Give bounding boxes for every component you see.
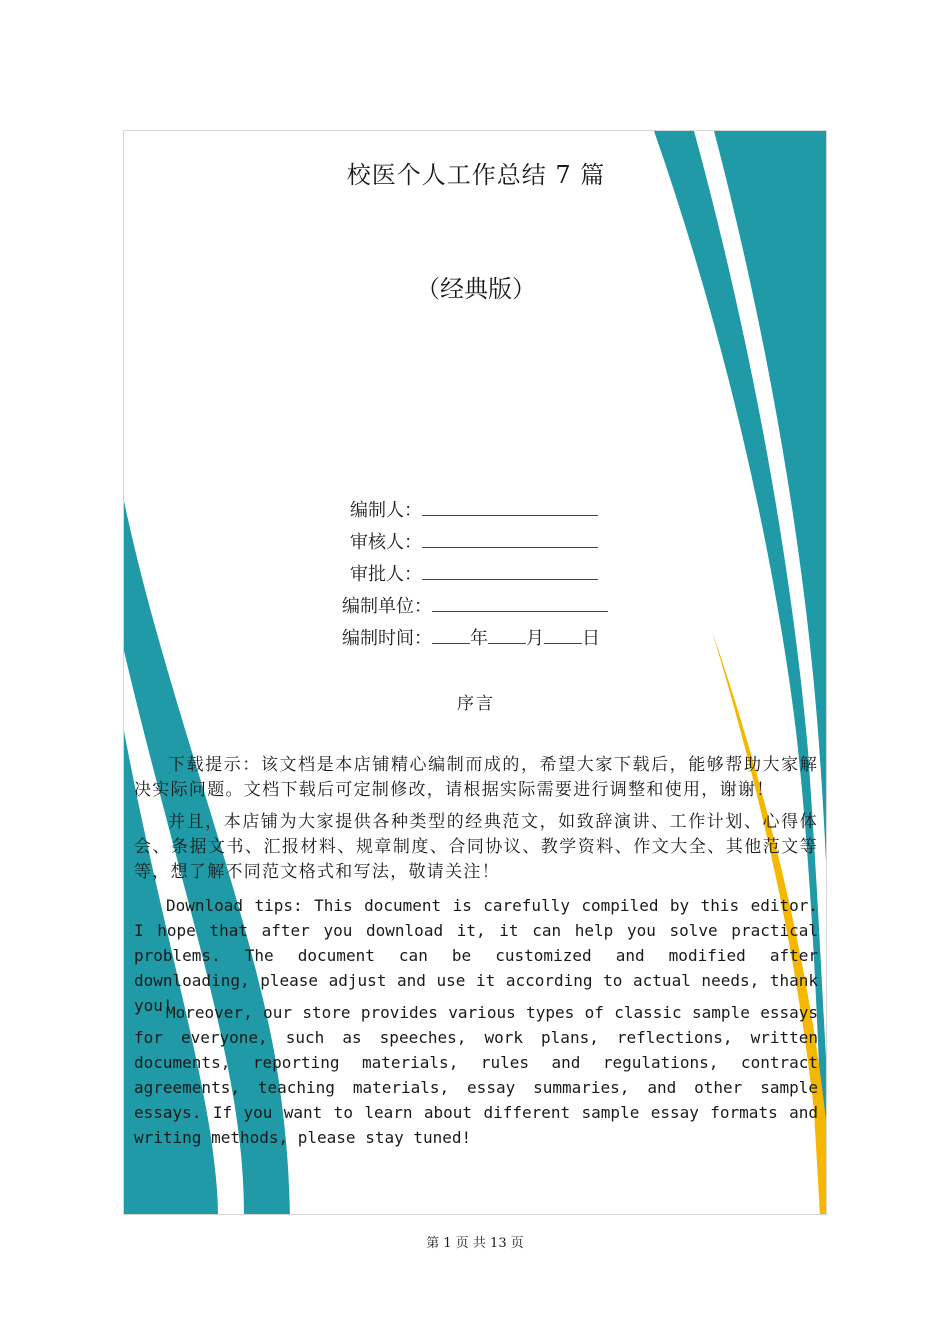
document-title: 校医个人工作总结 7 篇	[346, 161, 606, 189]
year-blank[interactable]	[432, 627, 470, 644]
blank-line[interactable]	[422, 531, 598, 548]
paragraph-store-note-cn: 并且，本店铺为大家提供各种类型的经典范文，如致辞演讲、工作计划、心得体会、条据文书、汇报材料、规章制度、合同协议、教学资料、作文大全、其他范文等等，想了解不同范文格式和写法，敬请关注！	[134, 812, 818, 882]
blank-line[interactable]	[422, 563, 598, 580]
paragraph-download-tip-cn: 下载提示：该文档是本店铺精心编制而成的，希望大家下载后，能够帮助大家解决实际问题。文档下载后可定制修改，请根据实际需要进行调整和使用，谢谢！	[134, 755, 818, 800]
day-blank[interactable]	[544, 627, 582, 644]
field-approver	[350, 560, 598, 586]
blank-line[interactable]	[422, 499, 598, 516]
paragraph-download-tip-en: Download tips: This document is carefully compiled by this editor. I hope that after you download it, it can help you solve practical problems. The document can be customized and modified after downloading, please adjust and use it according to actual needs, thank you!	[134, 896, 818, 1015]
field-label: 编制单位：	[342, 596, 432, 617]
year-label: 年	[470, 628, 488, 649]
field-reviewer	[350, 528, 598, 554]
day-label: 日	[582, 628, 600, 649]
preface-heading: 序言	[457, 694, 495, 714]
field-label: 编制人：	[350, 500, 422, 521]
cover-page	[123, 130, 827, 1215]
field-label: 审批人：	[350, 564, 422, 585]
field-label: 编制时间：	[342, 628, 432, 649]
blank-line[interactable]	[432, 595, 608, 612]
field-label: 审核人：	[350, 532, 422, 553]
month-label: 月	[526, 628, 544, 649]
paragraph-store-note-en: Moreover, our store provides various types of classic sample essays for everyone, such as speeches, work plans, reflections, written documents, reporting materials, rules and regulations, contract agreements, teaching materials, essay summaries, and other sample essays. If you want to learn about different sample essay formats and writing methods, please stay tuned!	[134, 1003, 818, 1147]
field-date	[342, 624, 600, 650]
month-blank[interactable]	[488, 627, 526, 644]
document-subtitle: （经典版）	[416, 275, 536, 303]
page-footer: 第 1 页 共 13 页	[426, 1236, 524, 1251]
field-editor	[350, 496, 598, 522]
field-unit	[342, 592, 608, 618]
